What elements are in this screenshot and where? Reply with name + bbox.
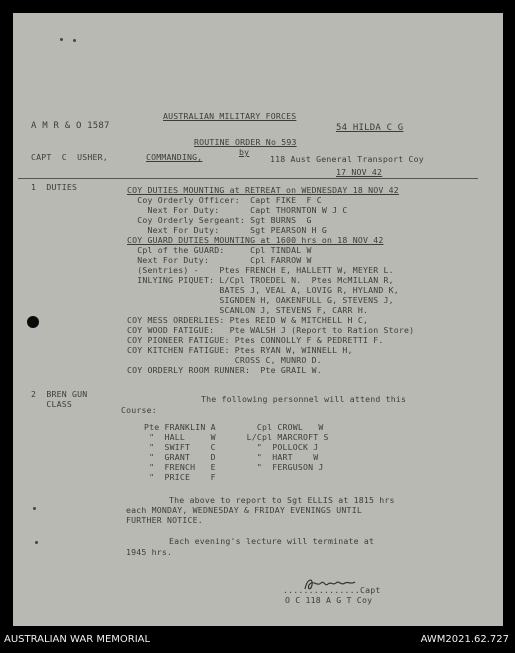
section-duties-title: 1 DUTIES xyxy=(31,182,78,192)
duties-line: COY WOOD FATIGUE: Pte WALSH J (Report to Ration Store) xyxy=(127,325,415,335)
duties-line: COY ORDERLY ROOM RUNNER: Pte GRAIL W. xyxy=(127,365,322,375)
punch-hole xyxy=(27,316,39,328)
course-roster xyxy=(144,422,329,482)
paper-mark xyxy=(73,39,76,42)
roster-line: " PRICE F xyxy=(144,472,216,482)
duties-line: Coy Orderly Officer: Capt FIKE F C xyxy=(127,195,322,205)
paper-mark xyxy=(60,38,63,41)
lecture-line: Each evening's lecture will terminate at xyxy=(169,536,375,546)
course-intro-2: Course: xyxy=(121,405,157,415)
report-line: The above to report to Sgt ELLIS at 1815 hrs xyxy=(169,495,395,505)
roster-line: " HALL W L/Cpl MARCROFT S xyxy=(144,432,329,442)
signature-rank: ...............Capt xyxy=(283,585,381,595)
section-bren-title-2: CLASS xyxy=(31,399,73,409)
header-title: AUSTRALIAN MILITARY FORCES xyxy=(163,111,297,121)
commanding-officer: CAPT C USHER, xyxy=(31,152,108,162)
routine-order-number: ROUTINE ORDER No 593 xyxy=(194,137,297,147)
duties-line: SIGNDEN H, OAKENFULL G, STEVENS J, xyxy=(127,295,394,305)
footer-credit: AUSTRALIAN WAR MEMORIAL xyxy=(4,634,151,645)
duties-line: CROSS C, MUNRO D. xyxy=(127,355,322,365)
duties-line: COY KITCHEN FATIGUE: Ptes RYAN W, WINNELL H, xyxy=(127,345,353,355)
divider xyxy=(18,178,478,179)
roster-line: " FRENCH E " FERGUSON J xyxy=(144,462,324,472)
paper-mark xyxy=(33,507,36,510)
duties-line: SCANLON J, STEVENS F, CARR H. xyxy=(127,305,369,315)
duties-line: COY PIONEER FATIGUE: Ptes CONNOLLY F & PEDRETTI F. xyxy=(127,335,384,345)
roster-line: Pte FRANKLIN A Cpl CROWL W xyxy=(144,422,324,432)
signature-unit: O C 118 A G T Coy xyxy=(285,595,373,605)
duties-line: (Sentries) - Ptes FRENCH E, HALLETT W, MEYER L. xyxy=(127,265,394,275)
duties-line: Cpl of the GUARD: Cpl TINDAL W xyxy=(127,245,312,255)
section-bren-title: 2 BREN GUN xyxy=(31,389,88,399)
paper-mark xyxy=(35,541,38,544)
duties-line: Next For Duty: Capt THORNTON W J C xyxy=(127,205,348,215)
order-date: 17 NOV 42 xyxy=(336,167,383,177)
roster-line: " SWIFT C " POLLOCK J xyxy=(144,442,319,452)
report-line: FURTHER NOTICE. xyxy=(126,515,203,525)
reference-number: A M R & O 1587 xyxy=(31,121,110,131)
duties-line: Next For Duty: Cpl FARROW W xyxy=(127,255,312,265)
duties-line: COY DUTIES MOUNTING at RETREAT on WEDNESDAY 18 NOV 42 xyxy=(127,185,399,195)
footer-bar xyxy=(0,626,515,653)
duties-line: Coy Orderly Sergeant: Sgt BURNS G xyxy=(127,215,312,225)
course-intro: The following personnel will attend this xyxy=(201,394,407,404)
location: 54 HILDA C G xyxy=(336,123,404,133)
duties-line: INLYING PIQUET: L/Cpl TROEDEL N. Ptes McMILLAN R, xyxy=(127,275,394,285)
commanding-label: COMMANDING, xyxy=(146,152,203,162)
duties-line: COY GUARD DUTIES MOUNTING at 1600 hrs on 18 NOV 42 xyxy=(127,235,384,245)
duties-line: Next For Duty: Sgt PEARSON H G xyxy=(127,225,328,235)
duties-block xyxy=(127,185,414,375)
duties-line: BATES J, VEAL A, LOVIG R, HYLAND K, xyxy=(127,285,399,295)
report-line: each MONDAY, WEDNESDAY & FRIDAY EVENINGS UNTIL xyxy=(126,505,362,515)
lecture-line: 1945 hrs. xyxy=(126,547,173,557)
roster-line: " GRANT D " HART W xyxy=(144,452,319,462)
duties-line: COY MESS ORDERLIES: Ptes REID W & MITCHELL H C, xyxy=(127,315,369,325)
footer-accession-number: AWM2021.62.727 xyxy=(420,634,509,645)
unit-name: 118 Aust General Transport Coy xyxy=(270,154,424,164)
document-page xyxy=(13,13,503,626)
by-label: by xyxy=(239,147,250,157)
